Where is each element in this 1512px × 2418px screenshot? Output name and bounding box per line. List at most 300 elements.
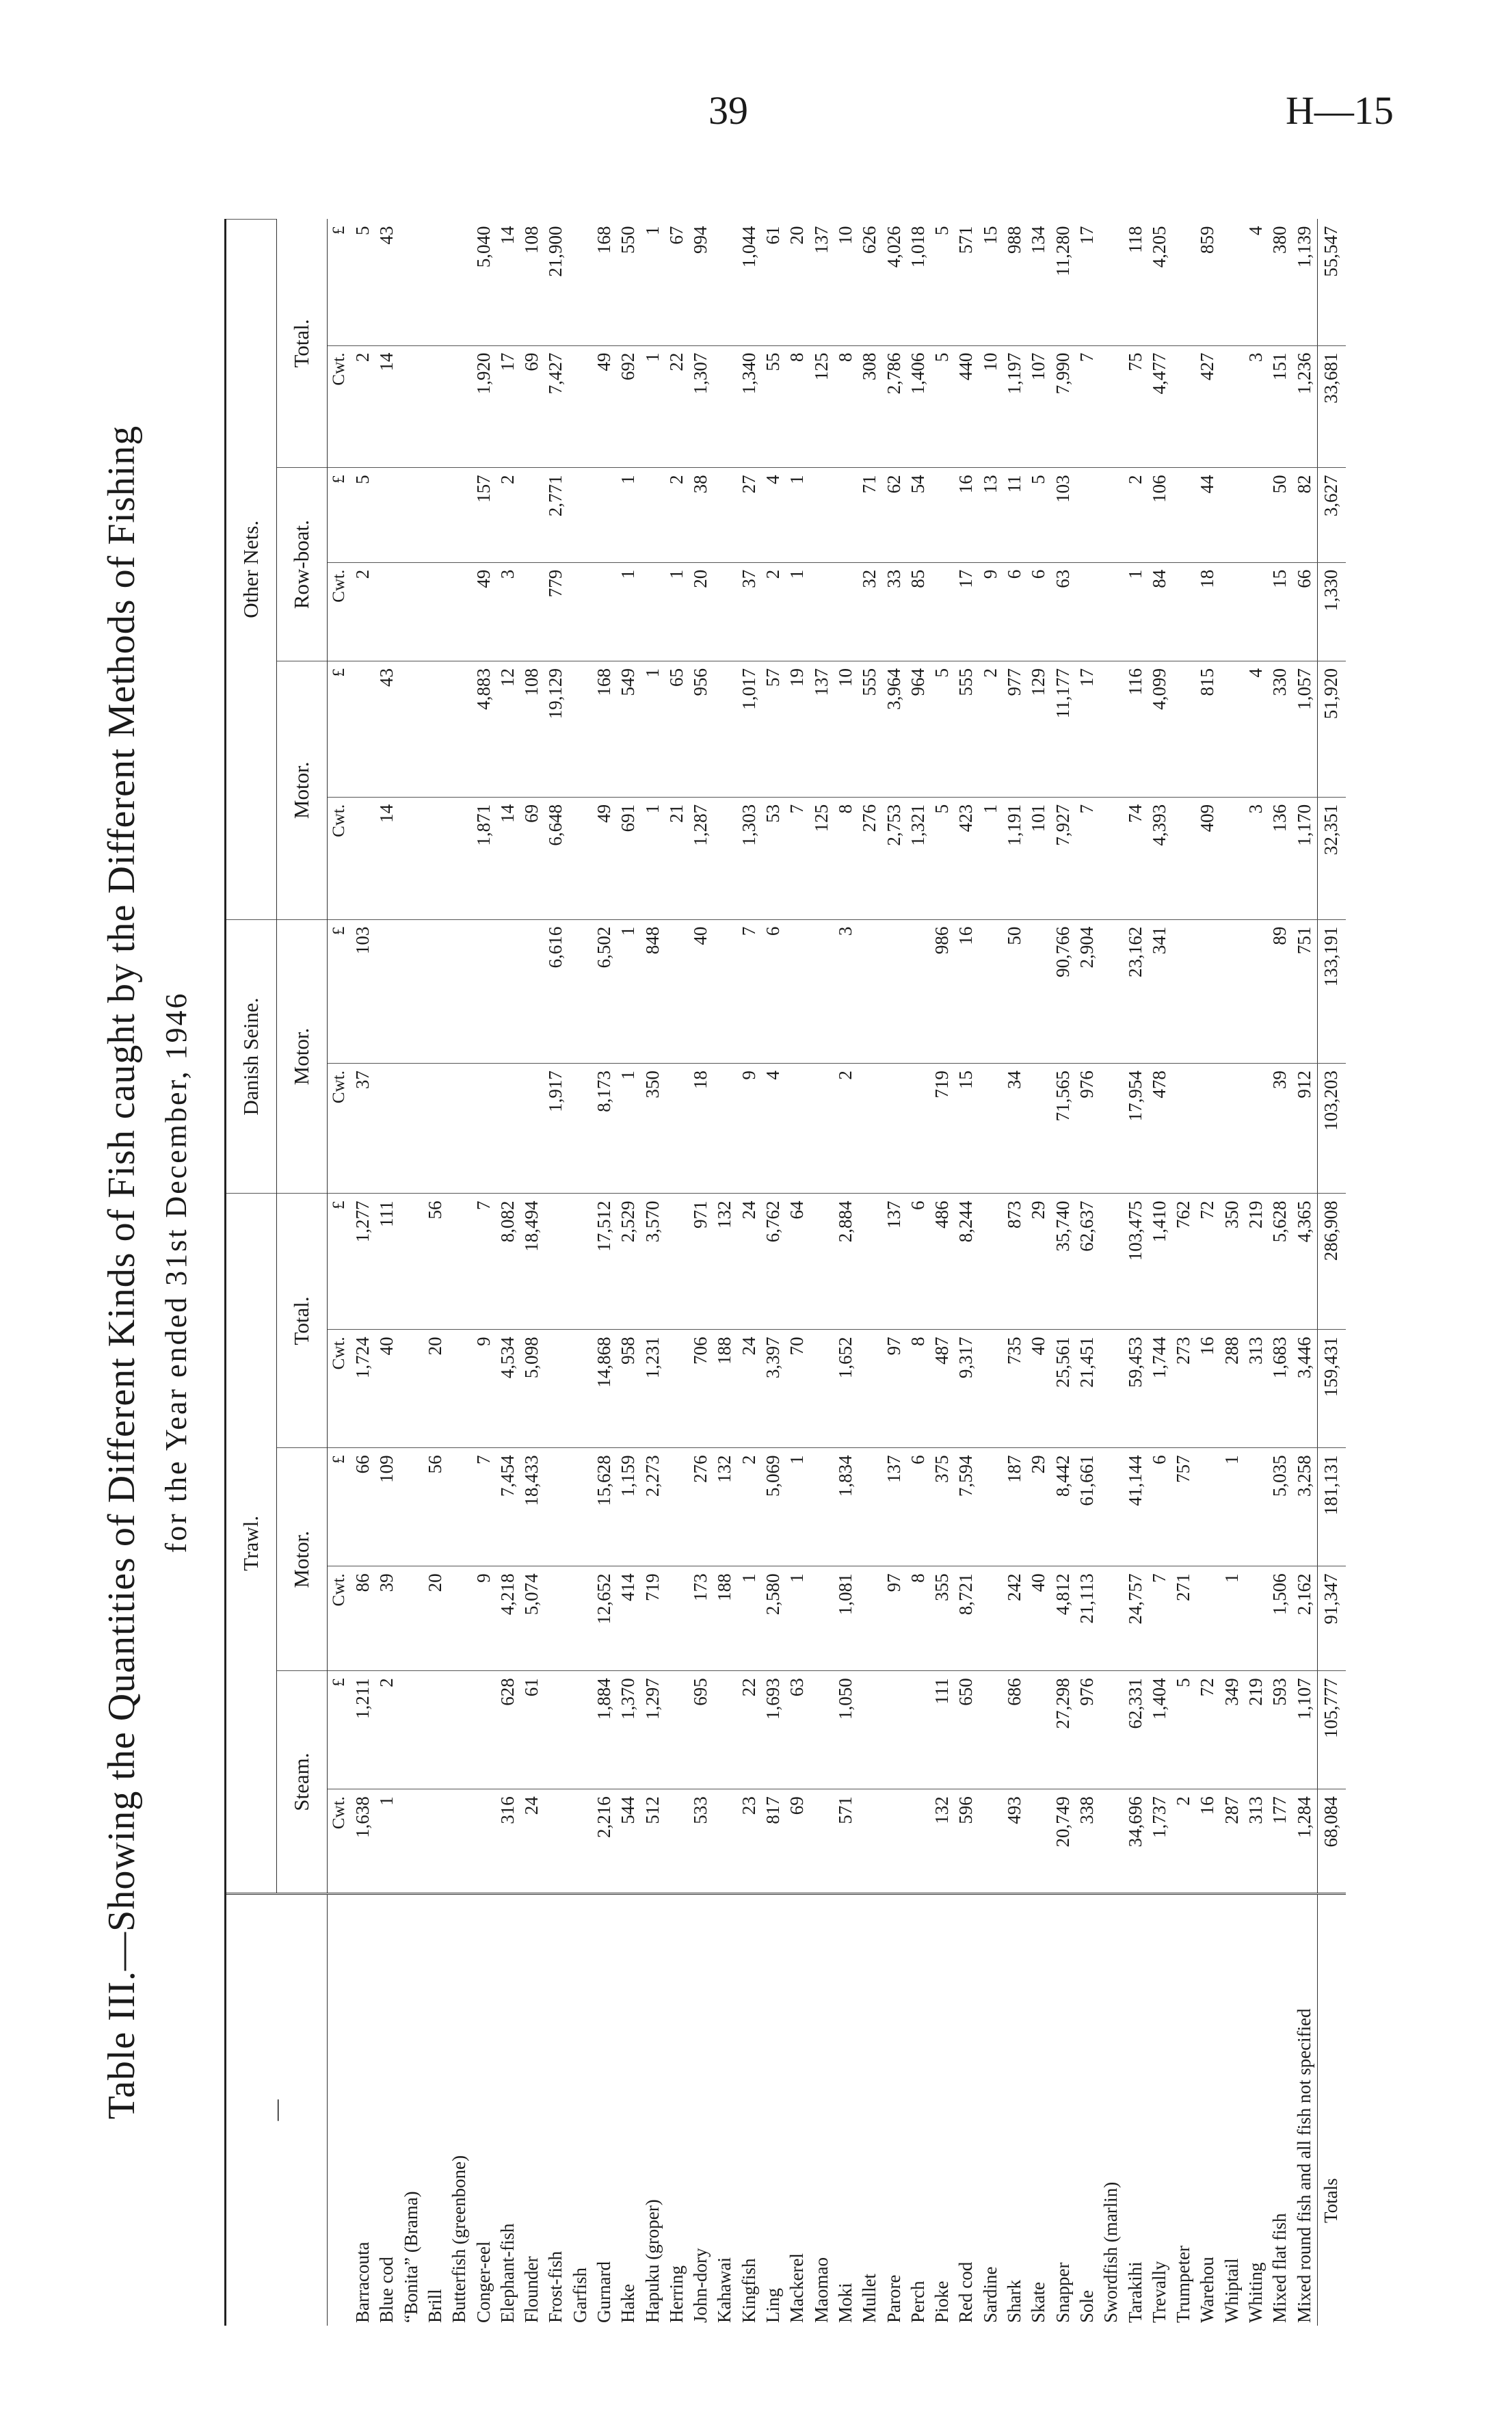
table-cell [1245,468,1269,562]
table-cell: 20 [689,562,713,661]
table-cell: 958 [617,1330,641,1448]
table-cell: 7 [786,797,810,919]
table-cell: 2 [375,1671,399,1789]
table-cell [1172,1064,1196,1194]
table-cell: 14 [496,226,518,245]
table-cell: 157 [473,468,496,562]
table-row [1027,220,1051,2326]
table-cell [569,562,593,661]
table-cell: 5,098 [520,1330,544,1448]
nets-total-header: Total. [276,220,327,468]
table-cell [713,345,737,468]
table-cell: 9 [738,1064,762,1194]
species-name: Red cod [955,1894,979,2326]
table-cell: 956 [689,661,713,797]
table-cell: 97 [883,1566,907,1671]
table-cell: 976 [1076,1671,1100,1789]
table-cell [810,1671,834,1789]
table-cell: 1,017 [738,661,762,797]
totals-cell: 33,681 [1317,345,1346,468]
table-cell: 17 [1076,226,1097,245]
table-cell: 7,454 [496,1448,520,1566]
table-cell: 8 [786,345,810,468]
table-cell: 23 [738,1789,762,1894]
table-cell: 15 [979,226,1000,245]
table-cell: 5 [352,226,373,235]
table-cell: 3 [1245,345,1269,468]
table-cell: 313 [1245,1330,1269,1448]
species-name: Hapuku (groper) [641,1894,665,2326]
table-row [713,220,737,2326]
species-name: Skate [1027,1894,1051,2326]
table-cell: 1 [786,468,810,562]
fish-catch-table [224,219,1346,2326]
table-cell [665,1789,689,1894]
table-cell: 57 [762,661,786,797]
table-cell: 9 [473,1330,496,1448]
table-cell: 62,331 [1124,1671,1148,1789]
table-row [955,220,979,2326]
table-cell [1100,1194,1124,1330]
table-cell: 1,506 [1269,1566,1292,1671]
species-name: Frost-fish [544,1894,568,2326]
table-cell: 69 [520,797,544,919]
table-cell: 7 [473,1194,496,1330]
table-cell: 1,018 [907,226,928,268]
table-row [352,220,375,2326]
table-cell [400,919,424,1063]
table-cell: 288 [1221,1330,1245,1448]
table-cell [400,661,424,797]
table-cell: 815 [1196,661,1220,797]
table-cell: 9 [473,1566,496,1671]
table-cell: 1,652 [834,1330,858,1448]
totals-cell: 103,203 [1317,1064,1346,1194]
table-cell [1172,468,1196,562]
unit-pounds: £ [327,1194,352,1330]
table-cell [665,1566,689,1671]
species-name: Whiting [1245,1894,1269,2326]
table-cell [1076,468,1100,562]
table-cell [448,220,472,346]
table-cell: 8,082 [496,1194,520,1330]
table-cell: 49 [593,345,617,468]
table-cell: 188 [713,1330,737,1448]
table-cell [496,919,520,1063]
table-row [665,220,689,2326]
table-cell: 20 [424,1566,448,1671]
table-cell: 74 [1124,797,1148,919]
table-cell [665,1448,689,1566]
table-cell: 1,297 [641,1671,665,1789]
table-cell [810,1194,834,1330]
table-cell: 38 [689,468,713,562]
table-cell: 8,244 [955,1194,979,1330]
table-cell: 56 [424,1448,448,1566]
table-cell: 116 [1124,661,1148,797]
table-cell: 132 [713,1194,737,1330]
table-cell: 34,696 [1124,1789,1148,1894]
trawl-steam-header: Steam. [276,1671,327,1894]
table-cell [400,1448,424,1566]
table-cell: 380 [1269,226,1290,254]
table-cell: 12,652 [593,1566,617,1671]
table-cell: 20,749 [1052,1789,1076,1894]
table-cell [858,919,882,1063]
table-cell: 61 [762,226,784,245]
table-cell: 3 [1245,797,1269,919]
unit-pounds: £ [327,468,352,562]
table-cell: 571 [834,1789,858,1894]
table-cell [858,1448,882,1566]
table-cell: 1 [617,919,641,1063]
table-row [1196,220,1220,2326]
table-cell [979,1789,1003,1894]
table-cell [448,1448,472,1566]
table-cell [883,919,907,1063]
unit-cwt: Cwt. [327,797,352,919]
table-cell [858,1671,882,1789]
table-cell: 719 [931,1064,955,1194]
table-cell: 971 [689,1194,713,1330]
species-name: Kahawai [713,1894,737,2326]
table-cell: 23,162 [1124,919,1148,1063]
table-cell: 2,216 [593,1789,617,1894]
table-cell [1100,797,1124,919]
table-row [762,220,786,2326]
table-cell [569,1789,593,1894]
table-cell: 695 [689,1671,713,1789]
table-cell: 10 [979,345,1003,468]
table-row [1148,220,1172,2326]
species-name: Trevally [1148,1894,1172,2326]
table-cell [544,1194,568,1330]
table-cell: 349 [1221,1671,1245,1789]
table-cell: 40 [1027,1566,1051,1671]
totals-cell: 32,351 [1317,797,1346,919]
table-cell [1221,345,1245,468]
table-cell [786,919,810,1063]
table-cell [713,468,737,562]
totals-cell: 68,084 [1317,1789,1346,1894]
table-cell: 691 [617,797,641,919]
table-cell [858,1330,882,1448]
table-cell: 49 [593,797,617,919]
table-cell: 762 [1172,1194,1196,1330]
table-cell: 6 [1027,562,1051,661]
table-cell [448,468,472,562]
table-cell: 549 [617,661,641,797]
table-cell [1100,1566,1124,1671]
table-cell: 8,721 [955,1566,979,1671]
table-row [1221,220,1245,2326]
table-cell [1100,562,1124,661]
table-cell [713,661,737,797]
table-cell: 9 [979,562,1003,661]
table-cell: 5 [931,226,953,235]
table-cell: 1,303 [738,797,762,919]
table-cell [569,1671,593,1789]
table-cell: 276 [858,797,882,919]
table-cell: 487 [931,1330,955,1448]
species-name: Herring [665,1894,689,2326]
table-cell [883,1671,907,1789]
table-cell: 6,616 [544,919,568,1063]
unit-pounds: £ [327,661,352,797]
table-cell: 1,236 [1293,345,1318,468]
table-cell: 54 [907,468,931,562]
table-cell: 40 [1027,1330,1051,1448]
table-cell [1100,1448,1124,1566]
table-cell: 2,884 [834,1194,858,1330]
species-name: Garfish [569,1894,593,2326]
table-cell: 1 [641,345,665,468]
table-cell: 70 [786,1330,810,1448]
table-cell: 75 [1124,345,1148,468]
table-cell [424,1789,448,1894]
table-cell: 751 [1293,919,1318,1063]
table-cell: 19,129 [544,661,568,797]
table-cell [375,1064,399,1194]
table-cell: 61,661 [1076,1448,1100,1566]
table-cell [979,919,1003,1063]
table-cell: 757 [1172,1448,1196,1566]
table-cell: 1,044 [738,226,759,268]
table-cell: 4,477 [1148,345,1172,468]
species-name: Brill [424,1894,448,2326]
table-row [375,220,399,2326]
species-name: Pioke [931,1894,955,2326]
table-cell: 39 [375,1566,399,1671]
table-cell: 4,026 [883,226,904,268]
table-cell: 964 [907,661,931,797]
danish-seine-header: Danish Seine. [226,919,276,1194]
table-cell [713,1789,737,1894]
table-cell: 1,683 [1269,1330,1292,1448]
seine-motor-header: Motor. [276,919,327,1194]
table-cell: 40 [375,1330,399,1448]
table-cell: 1,287 [689,797,713,919]
table-cell: 596 [955,1789,979,1894]
table-cell [352,661,375,797]
table-cell [424,919,448,1063]
table-cell: 2,771 [544,468,568,562]
table-row [931,220,955,2326]
table-cell: 287 [1221,1789,1245,1894]
table-cell [424,468,448,562]
table-cell: 4 [762,1064,786,1194]
table-cell: 6 [1148,1448,1172,1566]
table-cell [520,562,544,661]
table-cell: 1,693 [762,1671,786,1789]
table-cell: 341 [1148,919,1172,1063]
table-cell: 817 [762,1789,786,1894]
table-row [1100,220,1124,2326]
table-cell [520,1064,544,1194]
table-cell [858,1566,882,1671]
table-cell: 18,433 [520,1448,544,1566]
table-cell: 136 [1269,797,1292,919]
species-name: Parore [883,1894,907,2326]
table-cell [1245,562,1269,661]
table-row [689,220,713,2326]
table-cell: 7 [1076,797,1100,919]
table-cell: 1 [641,661,665,797]
table-cell [1172,345,1196,468]
table-row [1003,220,1027,2326]
table-cell: 1,159 [617,1448,641,1566]
table-cell: 7,594 [955,1448,979,1566]
table-cell [569,1194,593,1330]
table-cell: 125 [810,797,834,919]
table-cell [424,797,448,919]
table-cell: 1,638 [352,1789,375,1894]
table-cell [979,1330,1003,1448]
unit-cwt: Cwt. [327,345,352,468]
table-cell [883,1789,907,1894]
table-cell [810,919,834,1063]
table-cell: 39 [1269,1064,1292,1194]
table-cell: 16 [1196,1789,1220,1894]
table-cell: 8 [907,1330,931,1448]
table-cell [400,1671,424,1789]
table-cell: 735 [1003,1330,1027,1448]
table-cell: 24 [738,1194,762,1330]
table-cell: 2,529 [617,1194,641,1330]
table-cell: 1,404 [1148,1671,1172,1789]
table-cell [375,919,399,1063]
table-cell: 4,205 [1148,226,1169,268]
table-cell [713,797,737,919]
table-cell: 994 [690,226,711,254]
trawl-total-header: Total. [276,1194,327,1448]
table-cell: 1,410 [1148,1194,1172,1330]
table-cell [400,1566,424,1671]
species-name: Sole [1076,1894,1100,2326]
table-cell: 5,035 [1269,1448,1292,1566]
table-cell: 24 [738,1330,762,1448]
species-name: Trumpeter [1172,1894,1196,2326]
unit-cwt: Cwt. [327,1789,352,1894]
table-cell: 219 [1245,1671,1269,1789]
table-cell [448,1064,472,1194]
table-cell: 21 [665,797,689,919]
table-cell [1100,220,1124,346]
table-cell: 134 [1028,226,1049,254]
table-cell [473,1671,496,1789]
table-cell [424,661,448,797]
table-cell: 1,050 [834,1671,858,1789]
table-cell: 17,512 [593,1194,617,1330]
table-cell [979,1566,1003,1671]
table-cell: 12 [496,661,520,797]
totals-cell: 51,920 [1317,661,1346,797]
table-cell: 111 [931,1671,955,1789]
table-row [834,220,858,2326]
table-cell: 50 [1003,919,1027,1063]
table-cell: 2,273 [641,1448,665,1566]
unit-pounds: £ [327,1448,352,1566]
species-name: Butterfish (greenbone) [448,1894,472,2326]
table-cell: 43 [375,661,399,797]
table-cell: 106 [1148,468,1172,562]
table-cell: 103 [352,919,375,1063]
table-cell: 14 [375,797,399,919]
table-cell: 56 [424,1194,448,1330]
table-cell [1221,468,1245,562]
table-cell: 72 [1196,1671,1220,1789]
table-cell: 4,099 [1148,661,1172,797]
table-cell: 173 [689,1566,713,1671]
species-name: Perch [907,1894,931,2326]
table-cell [1027,1064,1051,1194]
table-cell: 2,162 [1293,1566,1318,1671]
table-cell: 17,954 [1124,1064,1148,1194]
table-cell: 41,144 [1124,1448,1148,1566]
table-cell [424,345,448,468]
table-cell [448,919,472,1063]
table-row [858,220,882,2326]
species-name: Conger-eel [473,1894,496,2326]
table-cell: 242 [1003,1566,1027,1671]
table-cell: 986 [931,919,955,1063]
table-cell: 976 [1076,1064,1100,1194]
table-title: Table III.—Showing the Quantities of Different Kinds of Fish caught by the Different Methods of Fishing [101,425,143,2120]
table-cell [907,1789,931,1894]
table-cell [424,1671,448,1789]
table-cell: 6,502 [593,919,617,1063]
table-cell [544,1671,568,1789]
table-row [496,220,520,2326]
unit-pounds: £ [327,1671,352,1789]
table-cell [448,345,472,468]
table-cell: 84 [1148,562,1172,661]
totals-cell: 55,547 [1317,220,1346,346]
table-cell [1221,562,1245,661]
table-cell: 11,177 [1052,661,1076,797]
table-cell: 108 [521,226,542,254]
table-cell [665,1064,689,1194]
table-cell: 1,406 [907,345,931,468]
table-cell: 1,917 [544,1064,568,1194]
totals-cell: 3,627 [1317,468,1346,562]
table-cell: 316 [496,1789,520,1894]
table-cell: 2 [1124,468,1148,562]
table-cell [810,1330,834,1448]
table-cell: 3,258 [1293,1448,1318,1566]
table-cell [1100,345,1124,468]
table-row [1076,220,1100,2326]
table-cell: 5,628 [1269,1194,1292,1330]
table-cell: 129 [1027,661,1051,797]
table-cell: 108 [520,661,544,797]
table-cell: 53 [762,797,786,919]
table-cell: 4,365 [1293,1194,1318,1330]
table-cell: 1,920 [473,345,496,468]
table-cell [569,661,593,797]
table-cell: 5 [931,797,955,919]
table-cell: 62,637 [1076,1194,1100,1330]
table-cell: 273 [1172,1330,1196,1448]
table-cell: 7,927 [1052,797,1076,919]
table-cell: 423 [955,797,979,919]
table-cell: 544 [617,1789,641,1894]
table-cell [1172,661,1196,797]
table-cell [1100,1789,1124,1894]
table-cell: 5,040 [473,226,494,268]
table-cell: 988 [1004,226,1025,254]
table-cell: 1,170 [1293,797,1318,919]
